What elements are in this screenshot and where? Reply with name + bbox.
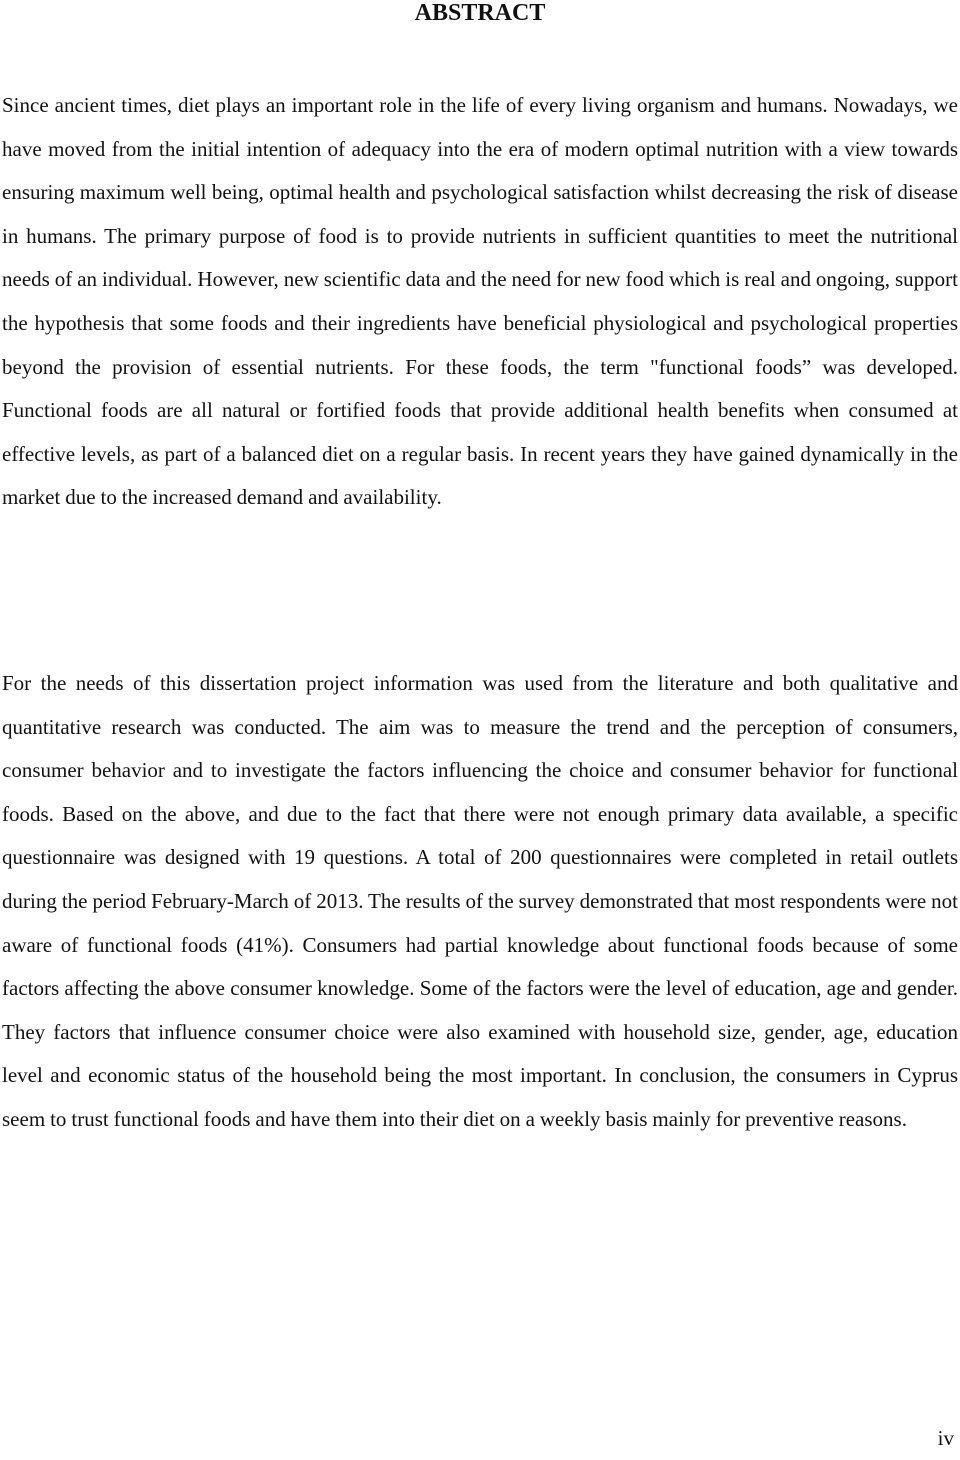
abstract-paragraph-2: For the needs of this dissertation project information was used from the literature and both qualitative and quantitative research was conducted. The aim was to measure the trend and the perception of consumers, consumer behavior and to investigate the factors influencing the choice and consumer behavior for functional foods. Based on the above, and due to the fact that there were not enough primary data available, a specific questionnaire was designed with 19 questions. A total of 200 questionnaires were completed in retail outlets during the period February-March of 2013. The results of the survey demonstrated that most respondents were not aware of functional foods (41%). Consumers had partial knowledge about functional foods because of some factors affecting the above consumer knowledge. Some of the factors were the level of education, age and gender. They factors that influence consumer choice were also examined with household size, gender, age, education level and economic status of the household being the most important. In conclusion, the consumers in Cyprus seem to trust functional foods and have them into their diet on a weekly basis mainly for preventive reasons.	[2, 671, 958, 1131]
page-number: iv	[937, 1426, 954, 1450]
abstract-paragraph-1: Since ancient times, diet plays an important role in the life of every living organism and humans. Nowadays, we have moved from the initial intention of adequacy into the era of modern optimal nutrition with a view towards ensuring maximum well being, optimal health and psychological satisfaction whilst decreasing the risk of disease in humans. The primary purpose of food is to provide nutrients in sufficient quantities to meet the nutritional needs of an individual. However, new scientific data and the need for new food which is real and ongoing, support the hypothesis that some foods and their ingredients have beneficial physiological and psychological properties beyond the provision of essential nutrients. For these foods, the term "functional foods” was developed. Functional foods are all natural or fortified foods that provide additional health benefits when consumed at effective levels, as part of a balanced diet on a regular basis. In recent years they have gained dynamically in the market due to the increased demand and availability.	[2, 93, 958, 510]
page-title: ABSTRACT	[414, 0, 546, 26]
